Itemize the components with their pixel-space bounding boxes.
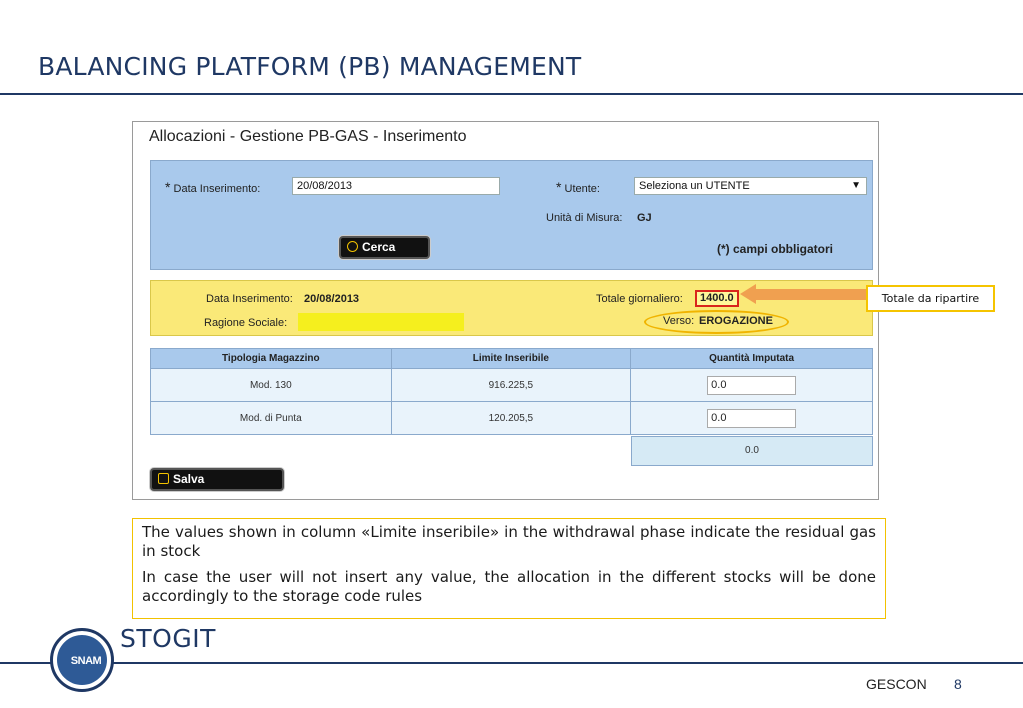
- storage-type-cell: Mod. di Punta: [151, 402, 392, 435]
- user-label: [556, 179, 600, 195]
- callout-box: Totale da ripartire: [866, 285, 995, 312]
- arrow-left-icon: [740, 284, 756, 304]
- date-input[interactable]: 20/08/2013: [292, 177, 500, 195]
- search-panel: [150, 160, 873, 270]
- app-title: Allocazioni - Gestione PB-GAS - Inserimento: [149, 128, 467, 145]
- company-field: [298, 313, 464, 331]
- limit-cell: 120.205,5: [391, 402, 631, 435]
- note-paragraph: In case the user will not insert any value, the allocation in the different stocks will be done accordingly to the storage code rules: [142, 568, 876, 605]
- user-label-text: Utente:: [564, 183, 600, 195]
- direction-label: Verso:: [663, 315, 695, 327]
- table-row: [151, 369, 873, 402]
- required-marker: *: [165, 179, 171, 195]
- table-row: [151, 402, 873, 435]
- footer-divider: [0, 662, 1023, 664]
- chevron-down-icon: ▼: [851, 180, 861, 191]
- column-header: Limite Inseribile: [391, 349, 631, 369]
- save-button-label: Salva: [173, 472, 205, 486]
- unit-value: GJ: [637, 212, 652, 224]
- info-date-label: Data Inserimento:: [206, 293, 293, 305]
- unit-label: Unità di Misura:: [546, 212, 623, 224]
- save-button[interactable]: [150, 468, 284, 491]
- page-number: 8: [954, 676, 962, 692]
- search-button-label: Cerca: [362, 240, 396, 254]
- callout-arrow: [754, 289, 866, 300]
- daily-total-label: Totale giornaliero:: [596, 293, 683, 305]
- footer-label: GESCON: [866, 676, 927, 692]
- logo-emblem: [57, 635, 107, 685]
- user-select-value: Seleziona un UTENTE: [639, 180, 750, 192]
- storage-table: [150, 348, 873, 435]
- daily-total-value: 1400.0: [695, 290, 739, 307]
- quantity-input[interactable]: 0.0: [707, 409, 796, 428]
- app-window: [132, 121, 879, 500]
- storage-type-cell: Mod. 130: [151, 369, 392, 402]
- user-select[interactable]: [634, 177, 867, 195]
- quantity-cell: [631, 369, 873, 402]
- date-label: [165, 179, 260, 195]
- quantity-cell: [631, 402, 873, 435]
- search-button[interactable]: [339, 236, 430, 259]
- date-label-text: Data Inserimento:: [173, 183, 261, 195]
- column-header: Quantità Imputata: [631, 349, 873, 369]
- note-box: [132, 518, 886, 619]
- snam-logo: [50, 628, 114, 692]
- note-paragraph: The values shown in column «Limite inseribile» in the withdrawal phase indicate the residual gas in stock: [142, 523, 876, 560]
- required-fields-note: (*) campi obbligatori: [717, 242, 834, 256]
- title-divider: [0, 93, 1023, 95]
- company-label: Ragione Sociale:: [204, 317, 288, 329]
- info-date-value: 20/08/2013: [304, 293, 360, 305]
- slide-title: BALANCING PLATFORM (PB) MANAGEMENT: [38, 52, 582, 81]
- search-icon: [347, 241, 358, 252]
- quantity-total: 0.0: [631, 436, 873, 466]
- direction-value: EROGAZIONE: [699, 315, 773, 327]
- save-icon: [158, 473, 169, 484]
- column-header: Tipologia Magazzino: [151, 349, 392, 369]
- quantity-input[interactable]: 0.0: [707, 376, 796, 395]
- required-marker: *: [556, 179, 562, 195]
- logo-text: SNAM: [70, 655, 102, 667]
- limit-cell: 916.225,5: [391, 369, 631, 402]
- brand-name: STOGIT: [120, 624, 216, 653]
